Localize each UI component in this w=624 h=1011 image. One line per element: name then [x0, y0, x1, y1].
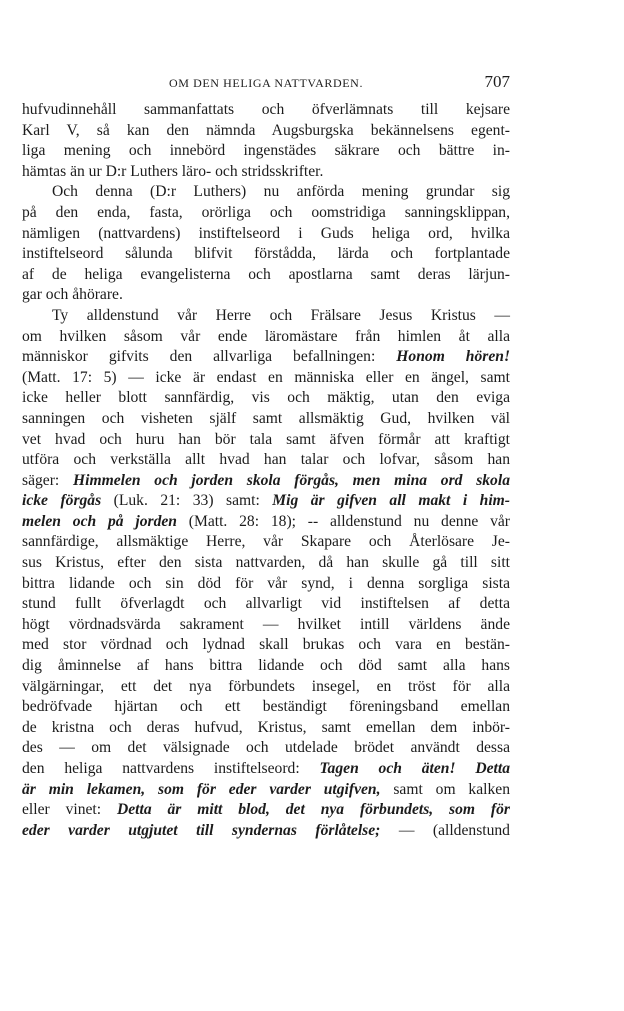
- text-line: [22, 100, 510, 121]
- text-span: vet hvad och huru han bör tala samt äfven förmår att kraftigt: [22, 430, 510, 448]
- text-span: stund fullt öfverlagdt och allvarligt vid instiftelsen af detta: [22, 595, 510, 613]
- italic-text: Tagen och äten! Detta: [319, 760, 510, 777]
- text-span: (Matt. 17: 5) — icke är endast en människa eller en ängel, samt: [22, 368, 510, 386]
- text-line: [22, 388, 510, 409]
- text-line: [22, 285, 510, 306]
- text-line: [22, 327, 510, 348]
- text-span: bedröfvade hjärtan och ett beständigt föreningsband emellan: [22, 698, 510, 716]
- text-line: [22, 574, 510, 595]
- body-text: [22, 100, 510, 841]
- text-line: [22, 656, 510, 677]
- text-span: — (alldenstund: [380, 821, 510, 839]
- text-line: [22, 718, 510, 739]
- italic-text: Detta är mitt blod, det nya förbundets, som för: [116, 801, 510, 819]
- text-line: [22, 450, 510, 471]
- text-span: samt om kalken: [380, 780, 510, 798]
- text-span: om hvilken såsom vår ende läromästare från himlen åt alla: [22, 327, 510, 345]
- text-span: liga mening och innebörd ingenstädes säkrare och bättre in-: [22, 142, 510, 160]
- page-number: 707: [484, 72, 510, 91]
- text-span: utföra och verkställa allt hvad han talar och lofvar, såsom han: [22, 451, 510, 469]
- text-span: instiftelseord sålunda blifvit förstådda, lärda och fortplantade: [22, 245, 510, 263]
- text-span: den heliga nattvardens instiftelseord:: [22, 760, 320, 777]
- text-span: sanningen och visheten själf samt allsmäktig Gud, hvilken väl: [22, 409, 510, 427]
- text-line: [22, 635, 510, 656]
- text-line: [22, 347, 510, 368]
- text-span: Och denna (D:r Luthers) nu anförda mening grundar sig: [52, 183, 510, 201]
- text-span: välgärningar, ett det nya förbundets insegel, en tröst för alla: [22, 677, 510, 695]
- text-line: [22, 182, 510, 203]
- text-line: [22, 512, 510, 533]
- text-span: Karl V, så kan den nämnda Augsburgska bekännelsens egent-: [22, 121, 510, 139]
- text-line: [22, 821, 510, 842]
- text-line: [22, 265, 510, 286]
- text-line: [22, 491, 510, 512]
- text-span: eller vinet:: [22, 801, 117, 819]
- text-line: [22, 800, 510, 821]
- text-span: af de heliga evangelisterna och apostlarna samt deras lärjun-: [22, 265, 510, 283]
- text-line: [22, 677, 510, 698]
- text-span: Ty alldenstund vår Herre och Frälsare Jesus Kristus —: [52, 306, 510, 324]
- italic-text: melen och på jorden: [22, 512, 177, 530]
- text-span: hufvudinnehåll sammanfattats och öfverlämnats till kejsare: [22, 101, 510, 118]
- text-line: [22, 759, 510, 780]
- italic-text: är min lekamen, som för eder varder utgifven,: [22, 780, 381, 798]
- text-span: med stor vördnad och lydnad skall brukas och vara en bestän-: [22, 636, 510, 654]
- text-line: [22, 368, 510, 389]
- text-line: [22, 409, 510, 430]
- text-line: [22, 121, 510, 142]
- text-line: [22, 244, 510, 265]
- italic-text: icke förgås: [22, 492, 102, 510]
- text-span: högt vördnadsvärda sakrament — hvilket intill världens ände: [22, 615, 510, 633]
- text-span: de kristna och deras hufvud, Kristus, samt emellan dem inbör-: [22, 718, 510, 736]
- text-line: [22, 615, 510, 636]
- text-line: [22, 471, 510, 492]
- text-span: dig åminnelse af hans bittra lidande och död samt alla hans: [22, 657, 510, 675]
- text-line: [22, 553, 510, 574]
- text-span: gar och åhörare.: [22, 286, 123, 304]
- text-span: (Matt. 28: 18); -- alldenstund nu denne vår: [176, 512, 510, 530]
- text-span: (Luk. 21: 33) samt:: [101, 492, 273, 510]
- page-header: [22, 72, 510, 96]
- italic-text: eder varder utgjutet till syndernas förlåtelse;: [22, 821, 381, 839]
- text-span: människor gifvits den allvarliga befallningen:: [22, 348, 397, 366]
- text-line: [22, 532, 510, 553]
- text-span: säger:: [22, 471, 73, 489]
- text-line: [22, 430, 510, 451]
- text-span: nämligen (nattvardens) instiftelseord i Guds heliga ord, hvilka: [22, 224, 510, 242]
- text-line: [22, 141, 510, 162]
- text-line: [22, 224, 510, 245]
- text-span: sannfärdige, allsmäktige Herre, vår Skapare och Återlösare Je-: [22, 533, 510, 551]
- text-line: [22, 738, 510, 759]
- italic-text: Mig är gifven all makt i him-: [272, 492, 510, 510]
- text-span: hämtas än ur D:r Luthers läro- och stridsskrifter.: [22, 162, 324, 180]
- running-title: OM DEN HELIGA NATTVARDEN.: [168, 76, 364, 90]
- italic-text: Honom hören!: [396, 348, 511, 366]
- text-line: [22, 594, 510, 615]
- text-span: på den enda, fasta, orörliga och oomstridiga sanningsklippan,: [22, 203, 510, 221]
- text-line: [22, 697, 510, 718]
- text-span: icke heller blott sannfärdig, vis och mäktig, utan den eviga: [22, 389, 510, 407]
- text-span: des — om det välsignade och utdelade brödet användt dessa: [22, 739, 510, 757]
- text-span: sus Kristus, efter den sista nattvarden, då han skulle gå till sitt: [22, 554, 510, 572]
- text-line: [22, 306, 510, 327]
- text-line: [22, 780, 510, 801]
- text-span: bittra lidande och sin död för vår synd, i denna sorgliga sista: [22, 574, 510, 592]
- text-line: [22, 162, 510, 183]
- text-line: [22, 203, 510, 224]
- italic-text: Himmelen och jorden skola förgås, men mina ord skola: [72, 471, 510, 489]
